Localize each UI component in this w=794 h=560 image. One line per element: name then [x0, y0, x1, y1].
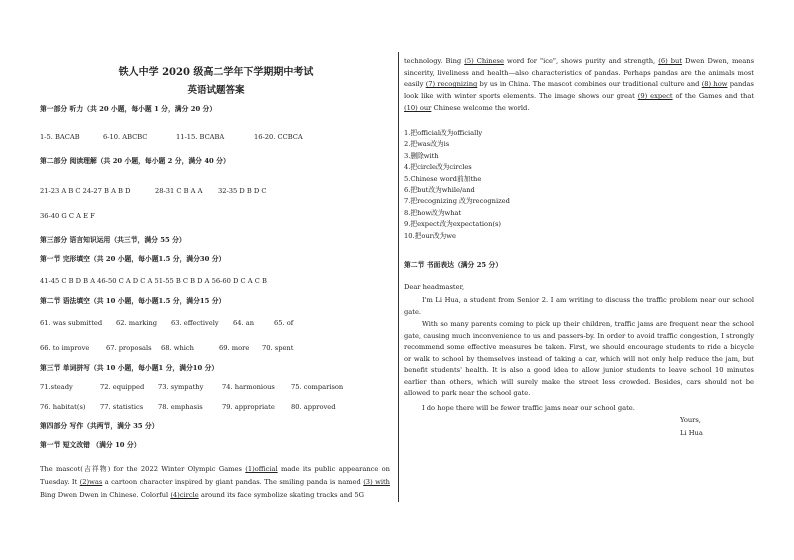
- grammar-answer: 67. proposals: [106, 344, 152, 352]
- part3-s1-heading: 第一节 完形填空（共 20 小题，每小题1.5 分，满分30 分）: [40, 255, 226, 263]
- passage-text: technology. Bing: [404, 57, 465, 65]
- letter-paragraph-1: I'm Li Hua, a student from Senior 2. I am writing to discuss the traffic problem near our school gate.: [404, 296, 754, 316]
- correction-item: 1.把official改为officially: [404, 129, 483, 137]
- page-title: 铁人中学 2020 级高二学年下学期期中考试: [118, 67, 314, 78]
- letter-greeting: Dear headmaster,: [404, 283, 465, 291]
- part4-s2-heading: 第二节 书面表达（满分 25 分）: [404, 261, 503, 269]
- error-marker: (3) with: [363, 478, 390, 487]
- spelling-answer: 71.steady: [40, 383, 73, 391]
- part3-s3-heading: 第三节 单词拼写（共 10 小题，每小题1 分，满分10 分）: [40, 364, 219, 372]
- column-divider: [398, 52, 399, 502]
- part3-s1-answers: 41-45 C B D B A 46-50 C A D C A 51-55 B C B D A 56-60 D C A C B: [40, 277, 267, 285]
- error-marker: (7) recognizing: [425, 80, 478, 89]
- part1-answer: 11-15. BCABA: [176, 133, 225, 141]
- correction-item: 4.把circle改为circles: [404, 163, 472, 172]
- grammar-answer: 61. was submitted: [40, 319, 103, 327]
- grammar-answer: 63. effectively: [171, 319, 219, 327]
- correction-item: 7.把recognizing 改为recognized: [404, 197, 510, 206]
- letter-paragraph-2: With so many parents coming to pick up their children, traffic jams are frequent near the school gate, causing much inconvenience to us and passers-by. In order to avoid traffic congestion, I strongly recommend some effective measures be taken. First, we should encourage students to ride a bicycle or walk to school by themselves instead of taking a car, which will not only help reduce the jam, but benefit students' health. It is also a good idea to allow junior students to leave school 10 minutes earlier than others, which will surely make the street less crowded. Besides, cars should not be allowed to park near the school gate.: [404, 320, 754, 398]
- part2-answer: 28-31 C B A A: [155, 187, 203, 195]
- passage-text: made its public appearance on Tuesday. It: [40, 465, 390, 487]
- correction-item: 5.Chinese word前加the: [404, 174, 482, 183]
- error-marker: (9) expect: [637, 92, 673, 101]
- error-marker: (2)was: [79, 478, 103, 487]
- corrections-list: [404, 128, 704, 242]
- grammar-answer: 69. more: [219, 344, 250, 352]
- error-marker: (8) how: [701, 80, 728, 89]
- passage-text: a cartoon character inspired by giant pandas. The smiling panda is named: [102, 478, 364, 487]
- part4-heading: 第四部分 写作（共两节，满分 35 分）: [40, 422, 159, 430]
- correction-item: 9.把expect改为expectation(s): [404, 220, 502, 229]
- spelling-answer: 78. emphasis: [158, 403, 203, 411]
- error-marker: (10) our: [404, 103, 432, 112]
- spelling-answer: 76. habitat(s): [40, 403, 86, 411]
- grammar-answer: 65. of: [274, 319, 294, 327]
- passage-text: The mascot(吉祥物) for the 2022 Winter Olympic Games: [40, 465, 246, 473]
- correction-item: 3.删除with: [404, 151, 439, 160]
- correction-item: 8.把how改为what: [404, 208, 462, 217]
- passage-text: word for "ice", shows purity and strength,: [503, 57, 659, 65]
- error-marker: (6) but: [658, 57, 683, 65]
- spelling-answer: 73. sympathy: [158, 383, 204, 391]
- spelling-answer: 72. equipped: [100, 383, 145, 391]
- passage-text: of the Games and that: [672, 92, 755, 101]
- spelling-answer: 79. appropriate: [222, 403, 275, 411]
- spelling-answer: 77. statistics: [100, 403, 144, 411]
- spelling-answer: 75. comparison: [291, 383, 344, 391]
- part2-answer: 21-23 A B C 24-27 B A B D: [40, 187, 131, 195]
- part1-answer: 6-10. ABCBC: [103, 133, 148, 141]
- grammar-answer: 64. an: [233, 319, 255, 327]
- error-marker: (5) Chinese: [464, 57, 504, 65]
- passage-right: [404, 56, 754, 115]
- part3-heading: 第三部分 语言知识运用（共三节，满分 55 分）: [40, 236, 186, 244]
- grammar-answer: 70. spent: [262, 344, 294, 352]
- error-marker: (4)circle: [170, 491, 199, 500]
- letter-closing: Yours,: [680, 416, 701, 424]
- correction-item: 10.把our改为we: [404, 231, 456, 240]
- passage-text: Dwen Dwen, means sincerity, liveliness and health—also characteristics of pandas. Perhaps pandas are the animals most easily: [404, 57, 754, 89]
- passage-text: by us in China. The mascot combines our traditional culture and: [477, 80, 702, 89]
- grammar-answer: 68. which: [161, 344, 194, 352]
- part1-answer: 1-5. BACAB: [40, 133, 80, 141]
- letter-signature: Li Hua: [680, 429, 703, 437]
- part1-answer: 16-20. CCBCA: [254, 133, 303, 141]
- error-marker: (1)official: [245, 465, 278, 473]
- part3-s2-heading: 第二节 语法填空（共 10 小题，每小题1.5 分，满分15 分）: [40, 297, 226, 305]
- passage-text: pandas look like with winter sports elements. The image shows our great: [404, 80, 754, 101]
- letter-paragraph-3: I do hope there will be fewer traffic jams near our school gate.: [422, 404, 635, 412]
- correction-item: 2.把was改为is: [404, 140, 450, 149]
- correction-item: 6.把but改为while/and: [404, 185, 475, 194]
- passage-text: around its face symbolize skating tracks and 5G: [198, 491, 365, 500]
- passage-text: Chinese welcome the world.: [431, 103, 530, 112]
- page-subtitle: 英语试题答案: [187, 85, 245, 96]
- passage-text: Bing Dwen Dwen in Chinese. Colorful: [40, 491, 171, 500]
- part2-answer: 36-40 G C A E F: [40, 212, 95, 220]
- part2-heading: 第二部分 阅读理解（共 20 小题，每小题 2 分，满分 40 分）: [40, 157, 230, 165]
- part1-heading: 第一部分 听力（共 20 小题，每小题 1 分，满分 20 分）: [40, 105, 217, 113]
- grammar-answer: 66. to improve: [40, 344, 90, 352]
- grammar-answer: 62. marking: [116, 319, 158, 327]
- spelling-answer: 74. harmonious: [222, 383, 275, 391]
- spelling-answer: 80. approved: [291, 403, 336, 411]
- part4-s1-heading: 第一节 短文改错 （满分 10 分）: [40, 441, 141, 449]
- passage-left: [40, 463, 390, 502]
- part2-answer: 32-35 D B D C: [218, 187, 267, 195]
